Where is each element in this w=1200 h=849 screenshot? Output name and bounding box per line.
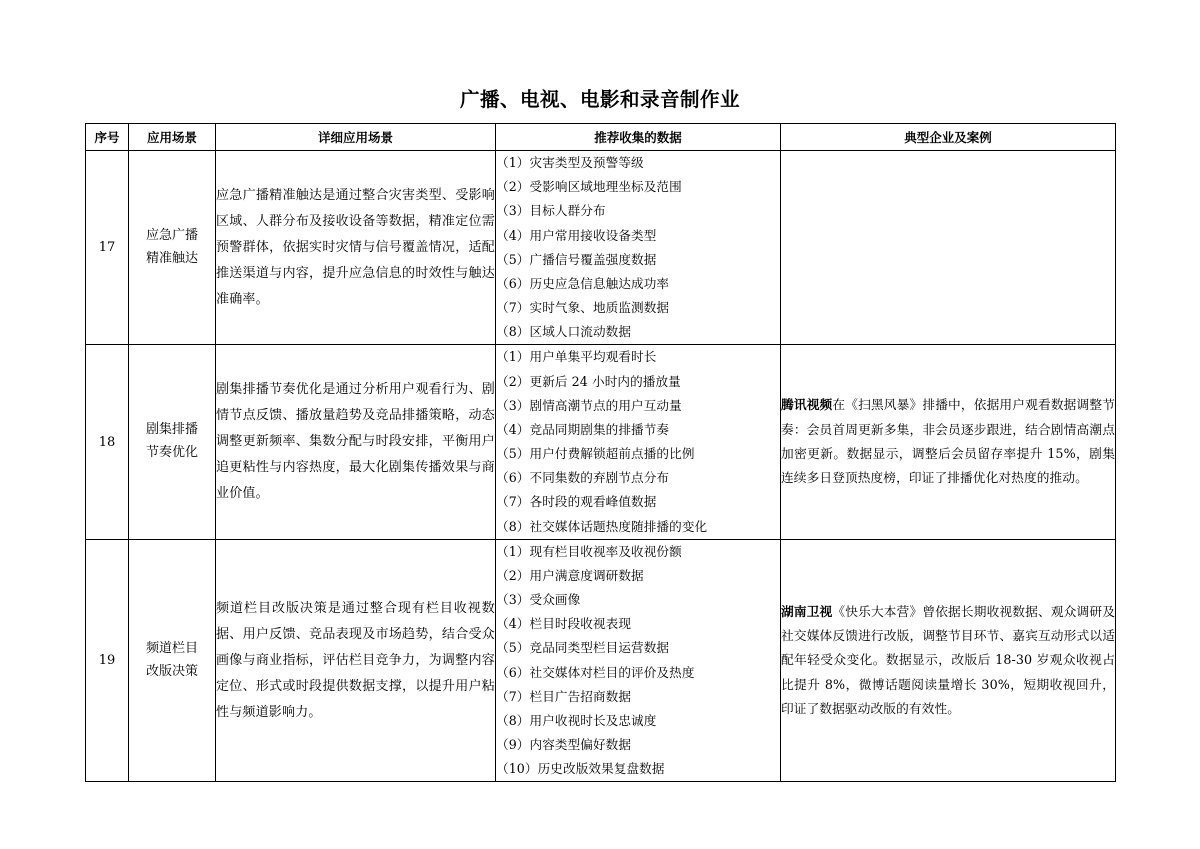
page-title: 广播、电视、电影和录音制作业 — [459, 88, 740, 111]
scene-name-line: 节奏优化 — [145, 445, 198, 461]
row-recommended-data — [496, 539, 781, 782]
table-row — [86, 151, 1116, 345]
list-item: （8）用户收视时长及忠诚度 — [496, 712, 657, 728]
scene-name-line: 精准触达 — [145, 250, 198, 266]
list-item: （1）用户单集平均观看时长 — [496, 349, 657, 365]
detail-paragraph: 剧集排播节奏优化是通过分析用户观看行为、剧情节点反馈、播放量趋势及竞品排播策略，动态调整更新频率、集数分配与时段安排，平衡用户追更粘性与内容热度，最大化剧集传播效果与商业价值。 — [216, 382, 495, 502]
case-paragraph — [781, 600, 1115, 722]
recommended-data-list — [496, 151, 780, 344]
list-item: （4）栏目时段收视表现 — [496, 616, 632, 632]
list-item: （7）栏目广告招商数据 — [496, 688, 632, 704]
detail-paragraph: 频道栏目改版决策是通过整合现有栏目收视数据、用户反馈、竞品表现及市场趋势，结合受众画像与商业指标，评估栏目竞争力，为调整内容定位、形式或时段提供数据支撑，以提升用户粘性与频道影响力。 — [216, 600, 495, 720]
list-item: （9）内容类型偏好数据 — [496, 737, 632, 753]
column-header-case: 典型企业及案例 — [781, 124, 1116, 151]
list-item: （5）用户付费解锁超前点播的比例 — [496, 446, 695, 462]
scene-name-line: 剧集排播 — [145, 422, 198, 438]
list-item: （8）区域人口流动数据 — [496, 324, 632, 340]
row-sequence-number: 18 — [86, 345, 129, 539]
column-header-scene: 应用场景 — [129, 124, 216, 151]
application-scenarios-table — [85, 123, 1116, 782]
list-item: （6）社交媒体对栏目的评价及热度 — [496, 664, 695, 680]
list-item: （5）广播信号覆盖强度数据 — [496, 251, 657, 267]
row-case-study — [781, 539, 1116, 782]
list-item: （3）目标人群分布 — [496, 203, 606, 219]
list-item: （7）实时气象、地质监测数据 — [496, 300, 670, 316]
row-detail-description — [216, 151, 496, 345]
list-item: （1）灾害类型及预警等级 — [496, 155, 644, 170]
scene-name-line: 频道栏目 — [145, 640, 198, 656]
row-recommended-data — [496, 345, 781, 539]
table-row — [86, 539, 1116, 782]
list-item: （2）用户满意度调研数据 — [496, 567, 644, 583]
table-row — [86, 345, 1116, 539]
list-item: （1）现有栏目收视率及收视份额 — [496, 543, 682, 559]
list-item: （8）社交媒体话题热度随排播的变化 — [496, 518, 708, 534]
list-item: （2）受影响区域地理坐标及范围 — [496, 179, 682, 195]
list-item: （6）历史应急信息触达成功率 — [496, 275, 670, 291]
row-sequence-number: 17 — [86, 151, 129, 345]
case-brand-name: 湖南卫视 — [781, 603, 833, 619]
case-body-text: 《快乐大本营》曾依据长期收视数据、观众调研及社交媒体反馈进行改版，调整节目环节、嘉宾互动形式以适配年轻受众变化。数据显示，改版后 18-30 岁观众收视占比提升 8%，微博话题阅读量增长 30%，短期收视回升，印证了数据驱动改版的有效性。 — [781, 603, 1116, 717]
detail-paragraph: 应急广播精准触达是通过整合灾害类型、受影响区域、人群分布及接收设备等数据，精准定位需预警群体，依据实时灾情与信号覆盖情况，适配推送渠道与内容，提升应急信息的时效性与触达准确率。 — [216, 187, 495, 307]
column-header-data: 推荐收集的数据 — [496, 124, 781, 151]
case-body-text: 在《扫黑风暴》排播中，依据用户观看数据调整节奏：会员首周更新多集，非会员逐步跟进，结合剧情高潮点加密更新。数据显示，调整后会员留存率提升 15%，剧集连续多日登顶热度榜，印证了排播优化对热度的推动。 — [781, 397, 1116, 486]
list-item: （4）用户常用接收设备类型 — [496, 227, 657, 243]
list-item: （6）不同集数的弃剧节点分布 — [496, 470, 670, 486]
list-item: （7）各时段的观看峰值数据 — [496, 494, 657, 510]
row-detail-description — [216, 539, 496, 782]
row-case-study — [781, 345, 1116, 539]
list-item: （3）受众画像 — [496, 592, 581, 608]
column-header-detail: 详细应用场景 — [216, 124, 496, 151]
row-recommended-data — [496, 151, 781, 345]
row-scene-name — [129, 151, 216, 345]
row-sequence-number: 19 — [86, 539, 129, 782]
row-scene-name — [129, 345, 216, 539]
row-scene-name — [129, 539, 216, 782]
row-detail-description — [216, 345, 496, 539]
table-header-row — [86, 124, 1116, 151]
row-case-study — [781, 151, 1116, 345]
list-item: （3）剧情高潮节点的用户互动量 — [496, 397, 682, 413]
recommended-data-list — [496, 345, 780, 538]
scene-name-line: 应急广播 — [145, 227, 198, 243]
list-item: （4）竞品同期剧集的排播节奏 — [496, 421, 670, 437]
case-brand-name: 腾讯视频 — [781, 397, 833, 413]
column-header-seq: 序号 — [86, 124, 129, 151]
list-item: （5）竞品同类型栏目运营数据 — [496, 640, 670, 656]
scene-name-line: 改版决策 — [145, 663, 198, 679]
list-item: （10）历史改版效果复盘数据 — [496, 761, 665, 777]
recommended-data-list — [496, 540, 780, 782]
list-item: （2）更新后 24 小时内的播放量 — [496, 373, 681, 389]
case-paragraph — [781, 393, 1115, 491]
